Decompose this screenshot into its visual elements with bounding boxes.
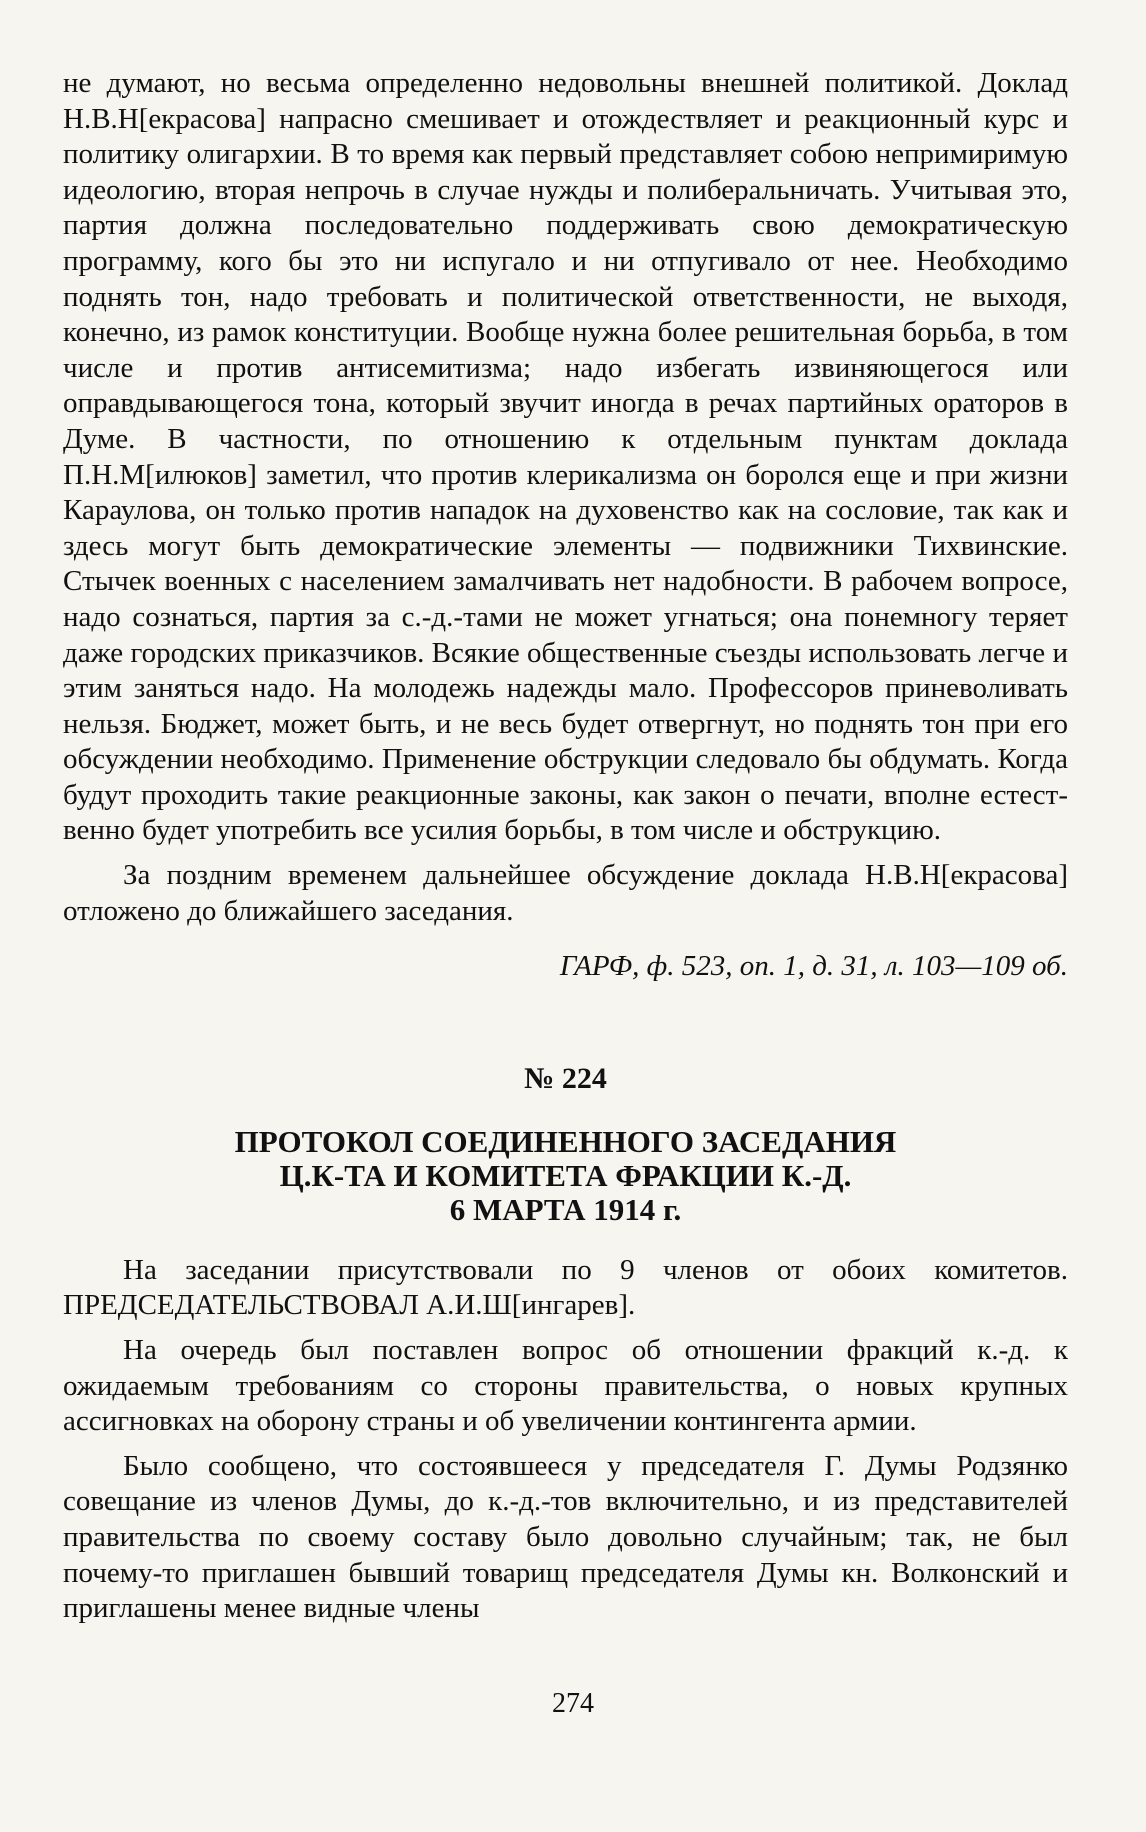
opening-paragraph: не думают, но весьма определенно недовольны внешней политикой. Доклад Н.В.Н[екрасова] напрасно смешивает и отождествляет и реакционный курс и политику олигархии. В то время как первый представляет собою непримиримую идеологию, вторая непрочь в случае нужды и полиберальничать. Учитывая это, партия должна последовательно поддерживать свою демократическую программу, кого бы это ни испугало и ни отпугивало от нее. Необходимо поднять тон, надо требовать и политической ответственности, не выходя, конечно, из рамок конституции. Вообще нужна более решительная борьба, в том числе и против антисемитизма; надо избегать извиняющегося или оправдывающегося тона, который звучит иногда в речах партийных ораторов в Думе. В частности, по отношению к отдельным пунктам доклада П.Н.М[илюков] заметил, что против клерикализма он боролся еще и при жизни Караулова, он только против нападок на духовенство как на сословие, так как и здесь могут быть демократические элементы — подвижники Тихвинские. Стычек военных с населением замалчивать нет надобности. В рабочем вопросе, надо сознаться, партия за с.-д.-тами не может угнаться; она понемногу теряет даже городских приказчиков. Всякие общественные съезды использовать легче и этим заняться надо. На молодежь надежды мало. Профессоров приневоливать нельзя. Бюджет, может быть, и не весь будет отвергнут, но поднять тон при его обсуждении необходимо. Применение обструкции следовало бы обдумать. Когда будут проходить такие реакционные законы, как закон о печати, вполне естественно будет употребить все усилия борьбы, в том числе и обструкцию.	[63, 67, 1068, 847]
postponement-paragraph: За поздним временем дальнейшее обсуждение доклада Н.В.Н[екрасова] отложено до ближайшего заседания.	[63, 859, 1068, 927]
agenda-paragraph: На очередь был поставлен вопрос об отношении фракций к.-д. к ожидаемым требованиям со стороны правительства, о новых крупных ассигновках на оборону страны и об увеличении контингента армии.	[63, 1334, 1068, 1438]
title-line-2: Ц.К-ТА И КОМИТЕТА ФРАКЦИИ К.-Д.	[279, 1157, 852, 1193]
title-line-3: 6 МАРТА 1914 г.	[449, 1191, 682, 1227]
page-number: 274	[552, 1688, 594, 1719]
document-number: № 224	[524, 1061, 607, 1095]
attendance-paragraph: На заседании присутствовали по 9 членов от обоих комитетов. ПРЕДСЕДАТЕЛЬСТВОВАЛ А.И.Ш[ингарев].	[63, 1253, 1068, 1322]
title-line-1: ПРОТОКОЛ СОЕДИНЕННОГО ЗАСЕДАНИЯ	[234, 1123, 897, 1159]
document-title	[63, 1125, 1068, 1227]
report-paragraph: Было сообщено, что состоявшееся у председателя Г. Думы Родзянко совещание из членов Думы, до к.-д.-тов включительно, и из представителей правительства по своему составу было довольно случайным; так, не был почему-то приглашен бывший товарищ председателя Думы кн. Волконский и приглашены менее видные члены	[63, 1449, 1068, 1625]
archive-citation: ГАРФ, ф. 523, оп. 1, д. 31, л. 103—109 об.	[559, 950, 1068, 983]
